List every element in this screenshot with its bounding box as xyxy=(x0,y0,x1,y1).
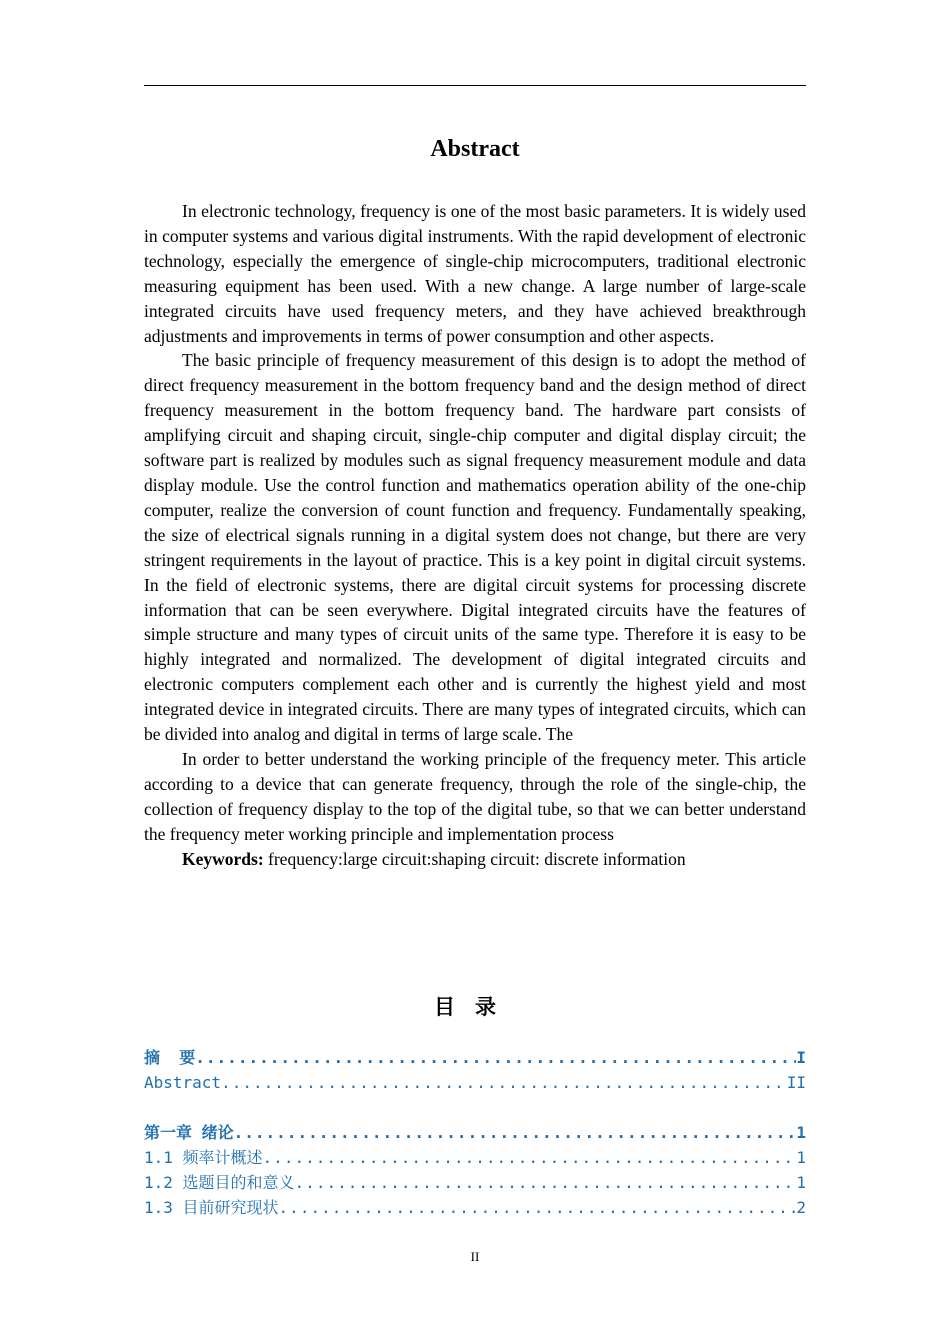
keywords-label: Keywords: xyxy=(182,848,264,869)
abstract-paragraph: In order to better understand the working principle of the frequency meter. This article according to a device that can generate frequency, through the role of the single-chip, the collection of frequency display to the top of the digital tube, so that we can better understand the frequency meter working principle and implementation process xyxy=(144,748,806,844)
toc-entry-page: II xyxy=(786,1073,806,1092)
toc-entry-label: 摘 要 xyxy=(144,1048,196,1067)
keywords-line xyxy=(144,847,806,872)
toc-leader-dots xyxy=(295,1170,797,1195)
abstract-paragraph: In electronic technology, frequency is one of the most basic parameters. It is widely used in computer systems and various digital instruments. With the rapid development of electronic technology, especially the emergence of single-chip microcomputers, traditional electronic measuring equipment has been used. With a new change. A large number of large-scale integrated circuits have used frequency meters, and they have achieved breakthrough adjustments and improvements in terms of power consumption and other aspects. xyxy=(144,201,806,346)
toc-leader-dots xyxy=(279,1195,797,1220)
toc-entry-page: 1 xyxy=(796,1123,806,1142)
toc-entry-label: 1.3 目前研究现状 xyxy=(144,1198,279,1217)
toc-entry-label: 1.2 选题目的和意义 xyxy=(144,1173,295,1192)
toc-leader-dots xyxy=(234,1120,797,1145)
keywords-text: frequency:large circuit:shaping circuit: discrete information xyxy=(263,848,686,869)
toc-leader-dots xyxy=(263,1145,797,1170)
toc-entry-1-1[interactable] xyxy=(144,1145,806,1170)
toc-leader-dots xyxy=(195,1045,796,1070)
toc-entry-1-2[interactable] xyxy=(144,1170,806,1195)
toc-entry-page: 1 xyxy=(796,1148,806,1167)
toc-entry-label: 第一章 绪论 xyxy=(144,1123,234,1142)
abstract-body xyxy=(144,199,806,871)
toc-leader-dots xyxy=(221,1070,787,1095)
toc-entry-abstract-cn[interactable] xyxy=(144,1045,806,1070)
abstract-title: Abstract xyxy=(430,136,520,162)
abstract-paragraph: The basic principle of frequency measurement of this design is to adopt the method of direct frequency measurement in the bottom frequency band and the design method of direct frequency measurement in the bottom frequency band. The hardware part consists of amplifying circuit and shaping circuit, single-chip computer and digital display circuit; the software part is realized by modules such as signal frequency measurement module and data display module. Use the control function and mathematics operation ability of the one-chip computer, realize the conversion of count function and frequency. Fundamentally speaking, the size of electrical signals running in a digital system does not change, but there are very stringent requirements in the layout of practice. This is a key point in digital circuit systems. In the field of electronic systems, there are digital circuit systems for processing discrete information that can be seen everywhere. Digital integrated circuits have the features of simple structure and many types of circuit units of the same type. Therefore it is easy to be highly integrated and normalized. The development of digital integrated circuits and electronic computers complement each other and is currently the highest yield and most integrated device in integrated circuits. There are many types of integrated circuits, which can be divided into analog and digital in terms of large scale. The xyxy=(144,350,806,745)
toc-entry-abstract[interactable] xyxy=(144,1070,806,1095)
page-number: II xyxy=(470,1249,480,1264)
toc-entry-page: I xyxy=(796,1048,806,1067)
toc-title: 目录 xyxy=(434,995,516,1019)
header-rule xyxy=(144,85,806,86)
toc-entry-label: Abstract xyxy=(144,1073,222,1092)
toc-entry-label: 1.1 频率计概述 xyxy=(144,1148,263,1167)
table-of-contents xyxy=(144,1045,806,1220)
toc-entry-1-3[interactable] xyxy=(144,1195,806,1220)
toc-entry-page: 1 xyxy=(796,1173,806,1192)
toc-spacer xyxy=(144,1095,806,1120)
toc-entry-chapter-1[interactable] xyxy=(144,1120,806,1145)
toc-entry-page: 2 xyxy=(796,1198,806,1217)
